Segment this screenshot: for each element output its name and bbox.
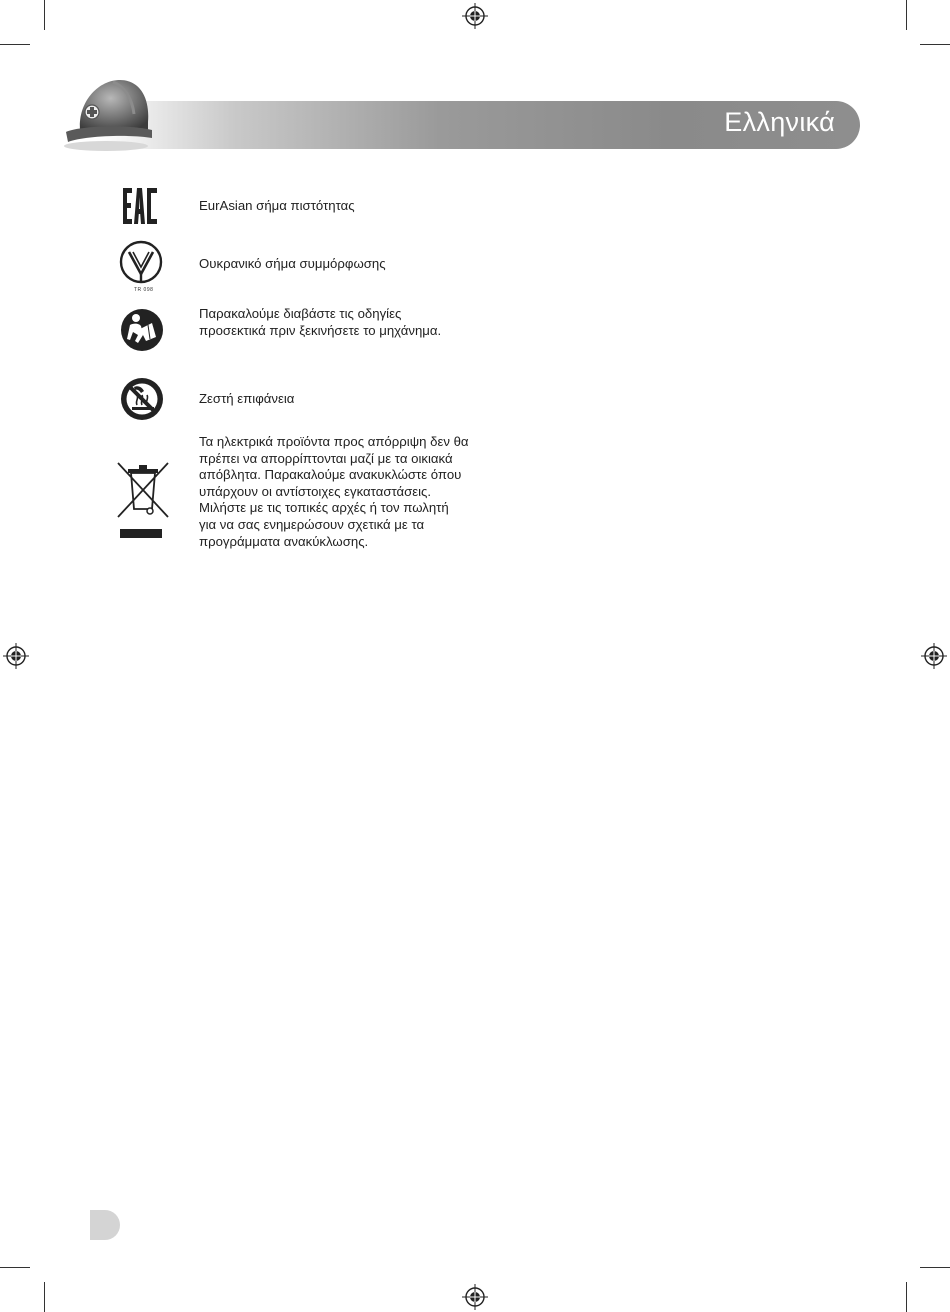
crop-mark [920, 1267, 950, 1268]
weee-crossed-bin-icon [114, 459, 176, 539]
symbol-row-weee [110, 434, 470, 570]
crop-mark [906, 0, 907, 30]
language-title: Ελληνικά [724, 107, 835, 137]
symbol-description: EurAsian σήμα πιστότητας [199, 198, 355, 213]
symbol-description: Παρακαλούμε διαβάστε τις οδηγίες προσεκτικά πριν ξεκινήσετε το μηχάνημα. [199, 306, 442, 338]
crop-mark [906, 1282, 907, 1312]
registration-mark-icon [3, 643, 29, 669]
symbol-description: Ουκρανικό σήμα συμμόρφωσης [199, 256, 386, 271]
eac-mark-icon [122, 187, 158, 225]
symbol-description: Τα ηλεκτρικά προϊόντα προς απόρριψη δεν θα πρέπει να απορρίπτονται μαζί με τα οικιακά απόβλητα. Παρακαλούμε ανακυκλώστε όπου υπάρχουν οι αντίστοιχες εγκαταστάσεις. Μιλήστε με τις τοπικές αρχές ή τον πωλητή για να σας ενημερώσουν σχετικά με τα προγράμματα ανακύκλωσης. [199, 434, 469, 549]
crop-mark [44, 0, 45, 30]
icon-caption: TR 098 [134, 287, 154, 293]
read-instructions-icon [120, 307, 164, 353]
crop-mark [920, 44, 950, 45]
section-header-bar [96, 101, 860, 149]
registration-mark-icon [462, 3, 488, 29]
safety-helmet-icon [58, 72, 158, 154]
symbol-row-read-instructions [110, 306, 470, 358]
crop-mark [44, 1282, 45, 1312]
registration-mark-icon [462, 1284, 488, 1310]
page-tab-marker [90, 1210, 120, 1240]
symbol-description: Ζεστή επιφάνεια [199, 391, 295, 406]
hot-surface-icon [120, 377, 164, 421]
crop-mark [0, 44, 30, 45]
symbol-row-eac [110, 185, 470, 225]
symbol-row-hot-surface [110, 377, 470, 421]
registration-mark-icon [921, 643, 947, 669]
symbol-row-ukraine-conformity [110, 236, 470, 296]
crop-mark [0, 1267, 30, 1268]
